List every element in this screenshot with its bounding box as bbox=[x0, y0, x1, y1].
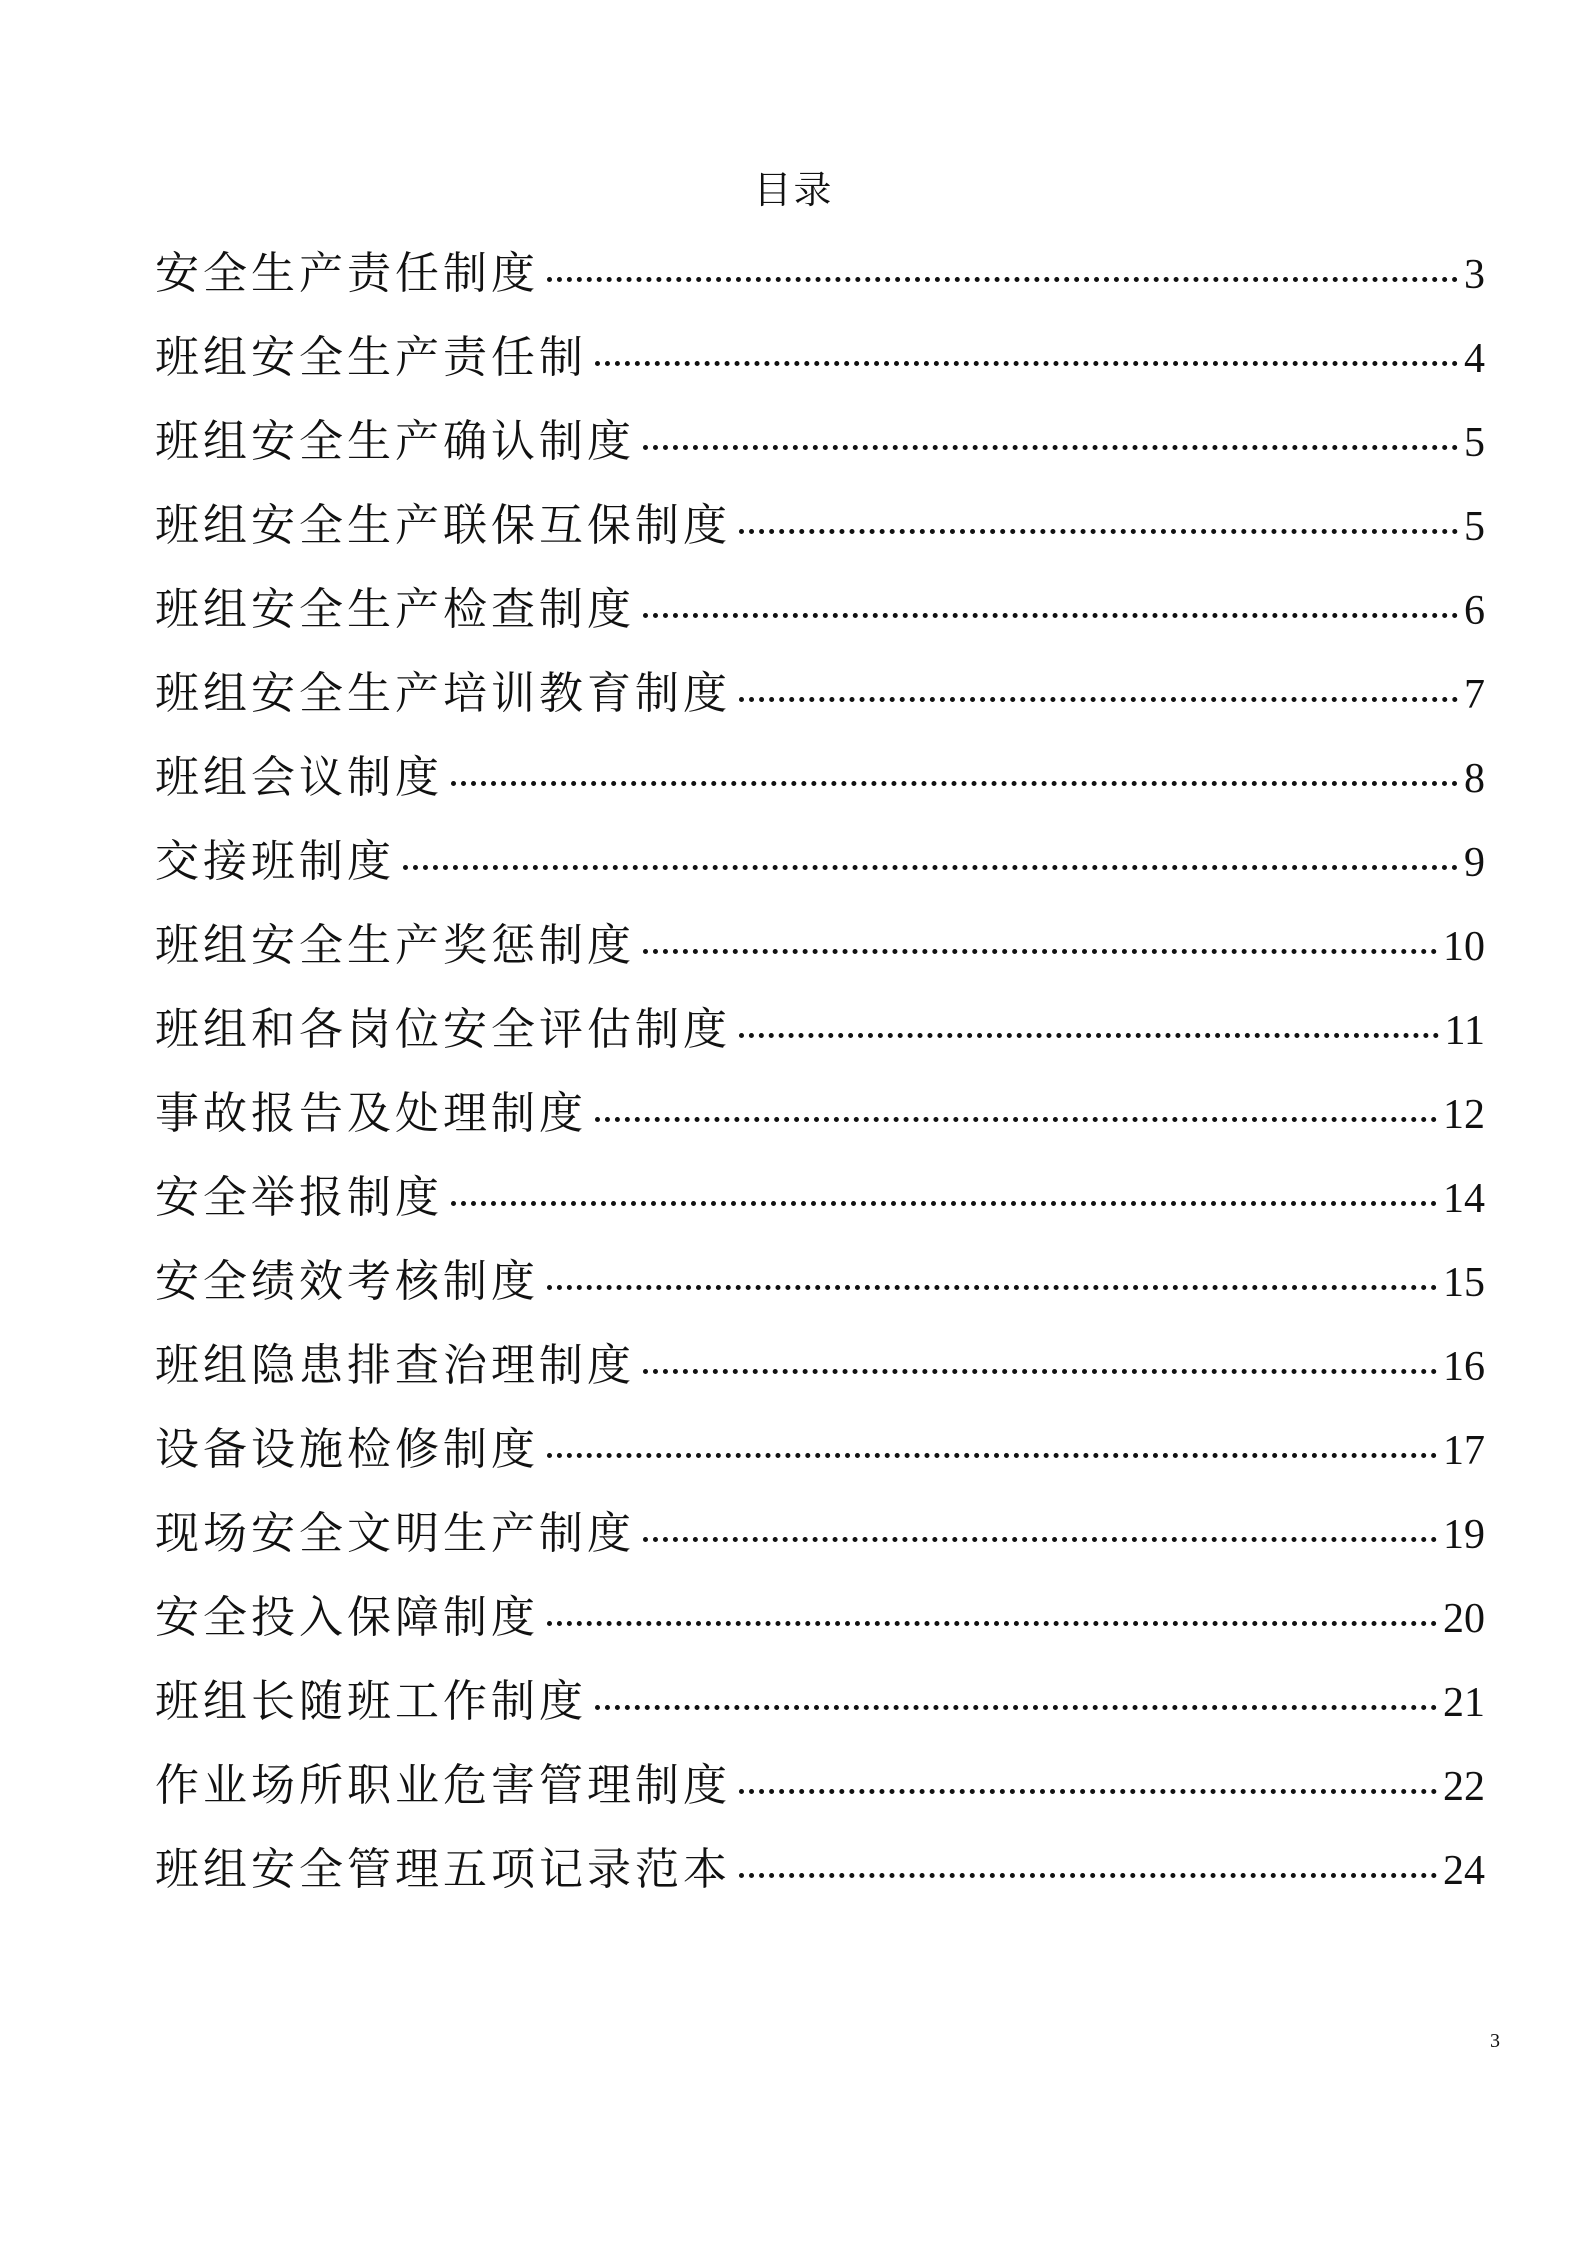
toc-entry-label: 事故报告及处理制度 bbox=[155, 1088, 587, 1139]
toc-entry-page: 5 bbox=[1464, 420, 1485, 466]
toc-dot-leader bbox=[739, 697, 1458, 702]
toc-entry-page: 17 bbox=[1443, 1428, 1485, 1474]
toc-entry-label: 班组安全生产培训教育制度 bbox=[155, 668, 731, 719]
toc-entry-label: 班组安全生产检查制度 bbox=[155, 584, 635, 635]
toc-entry[interactable] bbox=[155, 662, 1485, 746]
toc-entry[interactable] bbox=[155, 1586, 1485, 1670]
toc-dot-leader bbox=[643, 613, 1458, 618]
toc-dot-leader bbox=[739, 1789, 1437, 1794]
toc-entry-page: 12 bbox=[1443, 1092, 1485, 1138]
toc-entry-label: 班组安全生产奖惩制度 bbox=[155, 920, 635, 971]
toc-entry-page: 20 bbox=[1443, 1596, 1485, 1642]
toc-entry-label: 设备设施检修制度 bbox=[155, 1424, 539, 1475]
toc-entry-page: 14 bbox=[1443, 1176, 1485, 1222]
toc-dot-leader bbox=[643, 1537, 1437, 1542]
toc-dot-leader bbox=[643, 1369, 1437, 1374]
toc-entry[interactable] bbox=[155, 1502, 1485, 1586]
toc-entry[interactable] bbox=[155, 1838, 1485, 1922]
toc-entry[interactable] bbox=[155, 1082, 1485, 1166]
toc-dot-leader bbox=[643, 949, 1437, 954]
toc-entry-page: 22 bbox=[1443, 1764, 1485, 1810]
toc-entry-label: 安全生产责任制度 bbox=[155, 248, 539, 299]
toc-entry-page: 4 bbox=[1464, 336, 1485, 382]
toc-entry[interactable] bbox=[155, 1418, 1485, 1502]
toc-entry-label: 班组隐患排查治理制度 bbox=[155, 1340, 635, 1391]
toc-dot-leader bbox=[595, 1705, 1437, 1710]
toc-dot-leader bbox=[451, 1201, 1437, 1206]
toc-entry-label: 现场安全文明生产制度 bbox=[155, 1508, 635, 1559]
page-number: 3 bbox=[1490, 2030, 1500, 2052]
toc-entry-page: 15 bbox=[1443, 1260, 1485, 1306]
toc-dot-leader bbox=[739, 1873, 1437, 1878]
toc-dot-leader bbox=[451, 781, 1458, 786]
toc-entry[interactable] bbox=[155, 1166, 1485, 1250]
toc-dot-leader bbox=[547, 1453, 1437, 1458]
toc-entry[interactable] bbox=[155, 1754, 1485, 1838]
toc-entry[interactable] bbox=[155, 242, 1485, 326]
toc-entry-label: 安全举报制度 bbox=[155, 1172, 443, 1223]
toc-entry-label: 作业场所职业危害管理制度 bbox=[155, 1760, 731, 1811]
toc-entry-page: 16 bbox=[1443, 1344, 1485, 1390]
toc-entry-page: 24 bbox=[1443, 1848, 1485, 1894]
toc-entry[interactable] bbox=[155, 1334, 1485, 1418]
toc-dot-leader bbox=[403, 865, 1458, 870]
toc-entry[interactable] bbox=[155, 326, 1485, 410]
toc-entry[interactable] bbox=[155, 1670, 1485, 1754]
toc-entry-page: 8 bbox=[1464, 756, 1485, 802]
toc-entry[interactable] bbox=[155, 494, 1485, 578]
toc-entry-page: 3 bbox=[1464, 252, 1485, 298]
toc-entry[interactable] bbox=[155, 746, 1485, 830]
toc-entry-label: 班组会议制度 bbox=[155, 752, 443, 803]
toc-dot-leader bbox=[547, 1285, 1437, 1290]
toc-entry-label: 班组和各岗位安全评估制度 bbox=[155, 1004, 731, 1055]
toc-entry[interactable] bbox=[155, 914, 1485, 998]
toc-entry-label: 班组安全生产责任制 bbox=[155, 332, 587, 383]
toc-entry[interactable] bbox=[155, 1250, 1485, 1334]
toc-dot-leader bbox=[547, 277, 1458, 282]
toc-entry[interactable] bbox=[155, 998, 1485, 1082]
toc-dot-leader bbox=[643, 445, 1458, 450]
toc-entry-label: 安全绩效考核制度 bbox=[155, 1256, 539, 1307]
toc-dot-leader bbox=[739, 529, 1458, 534]
toc-dot-leader bbox=[595, 361, 1458, 366]
toc-entry[interactable] bbox=[155, 410, 1485, 494]
toc-entry-page: 19 bbox=[1443, 1512, 1485, 1558]
toc-entry-page: 21 bbox=[1443, 1680, 1485, 1726]
toc-entry-label: 班组安全管理五项记录范本 bbox=[155, 1844, 731, 1895]
toc-entry-label: 班组安全生产联保互保制度 bbox=[155, 500, 731, 551]
toc-entry-page: 10 bbox=[1443, 924, 1485, 970]
toc-entry-label: 交接班制度 bbox=[155, 836, 395, 887]
toc-dot-leader bbox=[739, 1033, 1439, 1038]
toc-dot-leader bbox=[595, 1117, 1437, 1122]
toc-entry-page: 11 bbox=[1444, 1008, 1485, 1054]
toc-entry-page: 7 bbox=[1464, 672, 1485, 718]
toc-entry[interactable] bbox=[155, 830, 1485, 914]
toc-title: 目录 bbox=[753, 168, 834, 212]
toc-entry-label: 安全投入保障制度 bbox=[155, 1592, 539, 1643]
toc-entry-page: 9 bbox=[1464, 840, 1485, 886]
toc-list bbox=[155, 242, 1485, 1922]
toc-entry-page: 5 bbox=[1464, 504, 1485, 550]
toc-entry-label: 班组长随班工作制度 bbox=[155, 1676, 587, 1727]
toc-entry-page: 6 bbox=[1464, 588, 1485, 634]
toc-entry-label: 班组安全生产确认制度 bbox=[155, 416, 635, 467]
toc-entry[interactable] bbox=[155, 578, 1485, 662]
toc-dot-leader bbox=[547, 1621, 1437, 1626]
